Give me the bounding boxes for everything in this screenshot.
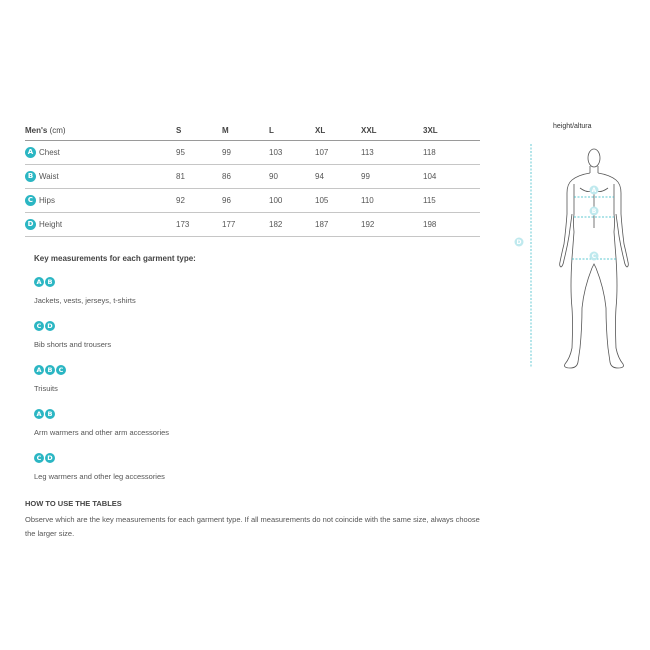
howto-title: HOW TO USE THE TABLES (25, 499, 122, 508)
table-cell: 192 (361, 220, 375, 229)
badge-b-icon: B (25, 171, 36, 182)
garment-group (34, 321, 111, 349)
size-header-xxl: XXL (361, 125, 377, 135)
row-label-text: Chest (39, 148, 60, 157)
table-cell: 99 (222, 148, 231, 157)
size-header-m: M (222, 125, 229, 135)
marker-b-label: B (591, 208, 597, 216)
table-cell: 90 (269, 172, 278, 181)
garment-group-text: Trisuits (34, 384, 58, 393)
table-cell: 86 (222, 172, 231, 181)
badge-a-icon: A (25, 147, 36, 158)
table-cell: 104 (423, 172, 437, 181)
badge-c-icon: C (34, 453, 44, 463)
garment-group-text: Jackets, vests, jerseys, t-shirts (34, 296, 136, 305)
garment-group (34, 453, 165, 481)
row-label (25, 195, 176, 206)
row-label (25, 219, 176, 230)
size-table (25, 120, 480, 237)
marker-d-label: D (516, 239, 522, 247)
badge-b-icon: B (45, 409, 55, 419)
table-cell: 187 (315, 220, 329, 229)
badge-b-icon: B (45, 365, 55, 375)
row-label-text: Waist (39, 172, 59, 181)
height-label: height/altura (553, 123, 592, 130)
table-cell: 182 (269, 220, 283, 229)
table-cell: 107 (315, 148, 329, 157)
badge-d-icon: D (25, 219, 36, 230)
garment-group-text: Arm warmers and other arm accessories (34, 428, 170, 437)
garment-group-text: Bib shorts and trousers (34, 340, 112, 349)
table-row-hips (25, 189, 480, 213)
table-cell: 198 (423, 220, 437, 229)
row-label (25, 147, 176, 158)
badge-d-icon: D (45, 453, 55, 463)
badge-c-icon: C (34, 321, 44, 331)
key-title: Key measurements for each garment type: (34, 254, 196, 263)
size-header-3xl: 3XL (423, 125, 438, 135)
table-cell: 115 (423, 196, 436, 205)
table-cell: 100 (269, 196, 283, 205)
table-cell: 96 (222, 196, 231, 205)
table-cell: 105 (315, 196, 329, 205)
badge-c-icon: C (25, 195, 36, 206)
table-row-height (25, 213, 480, 237)
garment-group (34, 409, 169, 437)
row-label-text: Hips (39, 196, 56, 205)
table-cell: 95 (176, 148, 185, 157)
table-cell: 118 (423, 148, 436, 157)
garment-group (34, 277, 136, 305)
badge-a-icon: A (34, 409, 44, 419)
row-label-text: Height (39, 220, 63, 229)
measurement-lines (531, 144, 616, 368)
howto-text: Observe which are the key measurements for each garment type. If all measurements do not coincide with the same size, always choose the larger size. (25, 515, 480, 538)
table-cell: 94 (315, 172, 324, 181)
badge-d-icon: D (45, 321, 55, 331)
table-cell: 113 (361, 148, 374, 157)
table-cell: 110 (361, 196, 374, 205)
table-cell: 81 (176, 172, 185, 181)
table-row-waist (25, 165, 480, 189)
marker-a-label: A (591, 187, 597, 195)
table-cell: 99 (361, 172, 370, 181)
table-cell: 103 (269, 148, 283, 157)
table-title-text: Men's (25, 125, 48, 135)
size-header-xl: XL (315, 125, 326, 135)
table-row-chest (25, 141, 480, 165)
table-header (25, 120, 480, 141)
table-cell: 92 (176, 196, 185, 205)
badge-b-icon: B (45, 277, 55, 287)
marker-c-label: C (591, 253, 597, 261)
body-diagram (510, 118, 630, 378)
badge-c-icon: C (56, 365, 66, 375)
row-label (25, 171, 176, 182)
size-header-l: L (269, 125, 274, 135)
table-unit: (cm) (49, 125, 66, 135)
garment-group (34, 365, 66, 393)
table-cell: 177 (222, 220, 236, 229)
garment-group-text: Leg warmers and other leg accessories (34, 472, 165, 481)
table-title (25, 126, 176, 135)
table-cell: 173 (176, 220, 190, 229)
badge-a-icon: A (34, 365, 44, 375)
badge-a-icon: A (34, 277, 44, 287)
size-header-s: S (176, 125, 182, 135)
